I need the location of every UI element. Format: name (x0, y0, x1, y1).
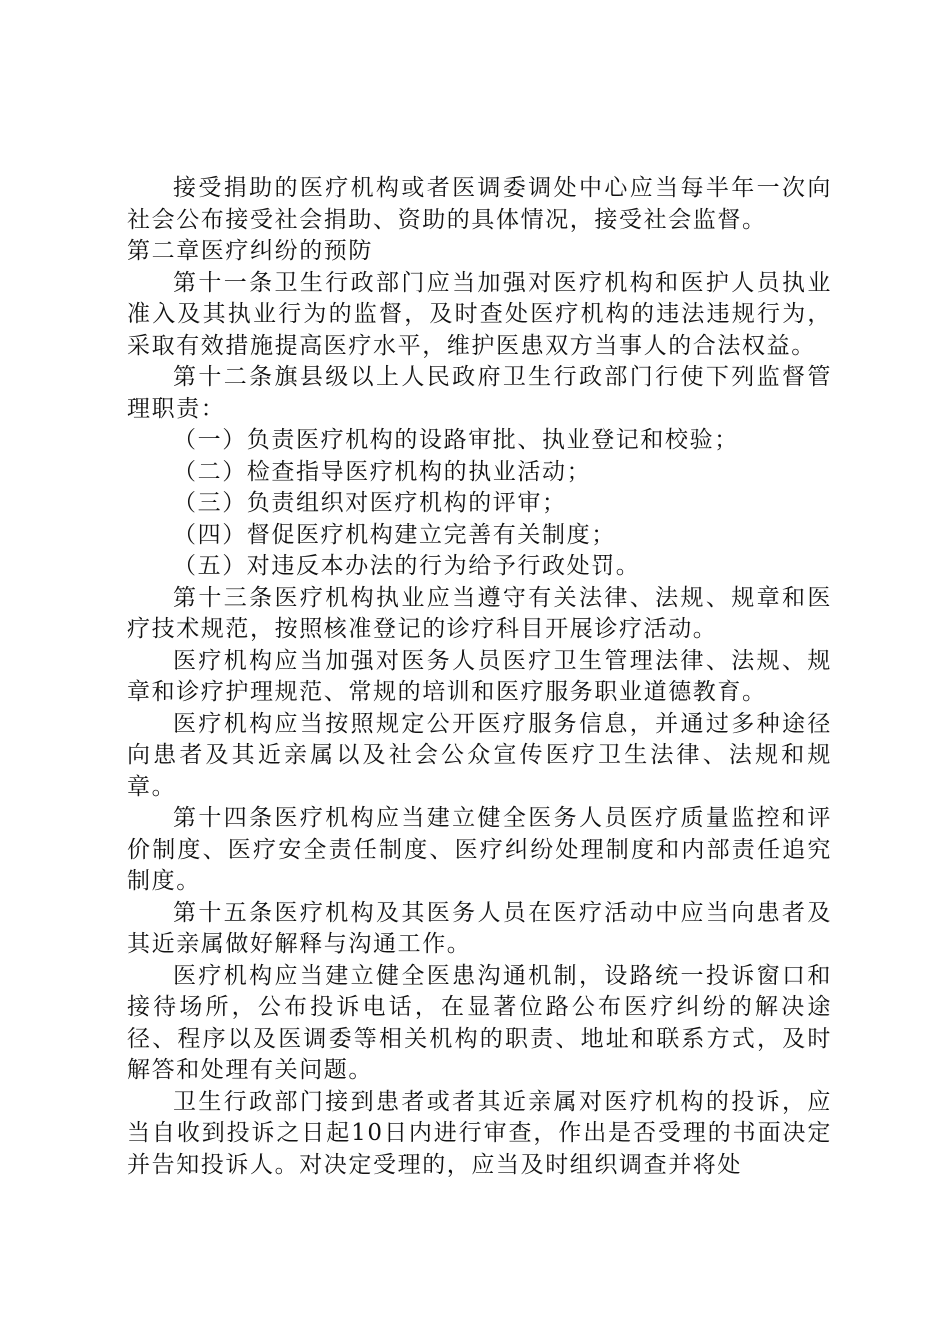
article-12-item-4: （四）督促医疗机构建立完善有关制度； (173, 521, 616, 548)
chapter-heading: 第二章医疗纠纷的预防 (127, 238, 373, 264)
article-15-paragraph-2: 医疗机构应当建立健全医患沟通机制，设路统一投诉窗口和接待场所，公布投诉电话，在显著位路公布医疗纠纷的解决途径、程序以及医调委等相关机构的职责、地址和联系方式，及时解答和处理有关问题。 (127, 962, 832, 1083)
article-13: 第十三条医疗机构执业应当遵守有关法律、法规、规章和医疗技术规范，按照核准登记的诊疗科目开展诊疗活动。 (127, 584, 832, 642)
article-14: 第十四条医疗机构应当建立健全医务人员医疗质量监控和评价制度、医疗安全责任制度、医疗纠纷处理制度和内部责任追究制度。 (127, 805, 832, 894)
paragraph-donation-disclosure: 接受捐助的医疗机构或者医调委调处中心应当每半年一次向社会公布接受社会捐助、资助的具体情况，接受社会监督。 (127, 175, 832, 233)
document-body (127, 173, 832, 1181)
article-12-item-2: （二）检查指导医疗机构的执业活动； (173, 458, 592, 485)
article-13-paragraph-3: 医疗机构应当按照规定公开医疗服务信息，并通过多种途径向患者及其近亲属以及社会公众宣传医疗卫生法律、法规和规章。 (127, 710, 832, 800)
article-12: 第十二条旗县级以上人民政府卫生行政部门行使下列监督管理职责： (127, 364, 832, 422)
article-11: 第十一条卫生行政部门应当加强对医疗机构和医护人员执业准入及其执业行为的监督，及时查处医疗机构的违法违规行为，采取有效措施提高医疗水平，维护医患双方当事人的合法权益。 (127, 269, 832, 359)
article-12-item-5: （五）对违反本办法的行为给予行政处罚。 (173, 553, 641, 579)
article-13-paragraph-2: 医疗机构应当加强对医务人员医疗卫生管理法律、法规、规章和诊疗护理规范、常规的培训和医疗服务职业道德教育。 (127, 647, 832, 705)
article-15: 第十五条医疗机构及其医务人员在医疗活动中应当向患者及其近亲属做好解释与沟通工作。 (127, 899, 832, 957)
article-12-item-1: （一）负责医疗机构的设路审批、执业登记和校验； (173, 427, 739, 453)
article-12-item-3: （三）负责组织对医疗机构的评审； (173, 490, 567, 516)
article-15-paragraph-3: 卫生行政部门接到患者或者其近亲属对医疗机构的投诉，应当自收到投诉之日起10日内进行审查，作出是否受理的书面决定并告知投诉人。对决定受理的，应当及时组织调查并将处 (127, 1088, 832, 1178)
